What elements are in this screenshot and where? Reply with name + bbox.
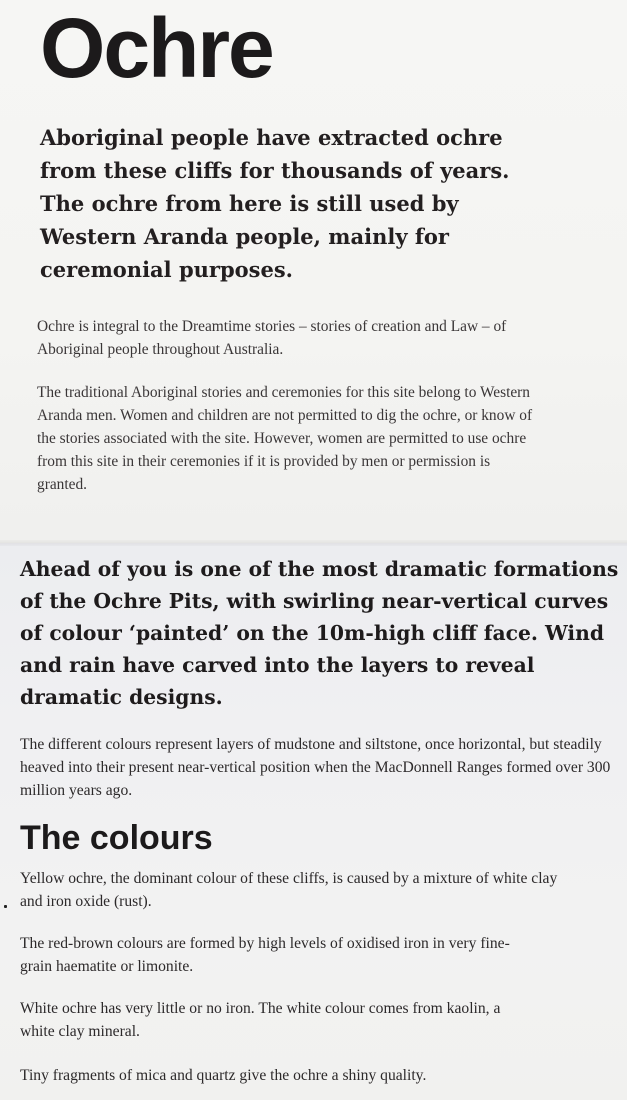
yellow-ochre-paragraph: Yellow ochre, the dominant colour of these cliffs, is caused by a mixture of white clay and iron oxide (rust).	[20, 870, 558, 910]
sign-title: Ochre	[40, 1, 273, 95]
dust-speck	[4, 905, 7, 908]
mica-quartz-paragraph: Tiny fragments of mica and quartz give the ochre a shiny quality.	[20, 1067, 427, 1084]
colours-heading: The colours	[20, 819, 213, 857]
red-brown-paragraph: The red-brown colours are formed by high levels of oxidised iron in very fine-grain haematite or limonite.	[20, 935, 510, 975]
intro-lead-text: Aboriginal people have extracted ochre from these cliffs for thousands of years. The ochre from here is still used by Western Aranda people, mainly for ceremonial purposes.	[40, 125, 510, 282]
formation-paragraph: The different colours represent layers of mudstone and siltstone, once horizontal, but steadily heaved into their present near-vertical position when the MacDonnell Ranges formed over 300 million years ago.	[20, 736, 611, 799]
western-aranda-paragraph: The traditional Aboriginal stories and ceremonies for this site belong to Western Aranda men. Women and children are not permitted to dig the ochre, or know of the stories associated with the site. However, women are permitted to use ochre from this site in their ceremonies if it is provided by men or permission is granted.	[37, 384, 533, 493]
white-ochre-paragraph: White ochre has very little or no iron. The white colour comes from kaolin, a white clay mineral.	[20, 1000, 501, 1040]
panel-seam	[0, 540, 627, 546]
dreamtime-paragraph: Ochre is integral to the Dreamtime stories – stories of creation and Law – of Aboriginal people throughout Australia.	[37, 318, 507, 358]
formation-lead-text: Ahead of you is one of the most dramatic formations of the Ochre Pits, with swirling near-vertical curves of colour ‘painted’ on the 10m-high cliff face. Wind and rain have carved into the layers to reveal dramatic designs.	[20, 557, 619, 709]
